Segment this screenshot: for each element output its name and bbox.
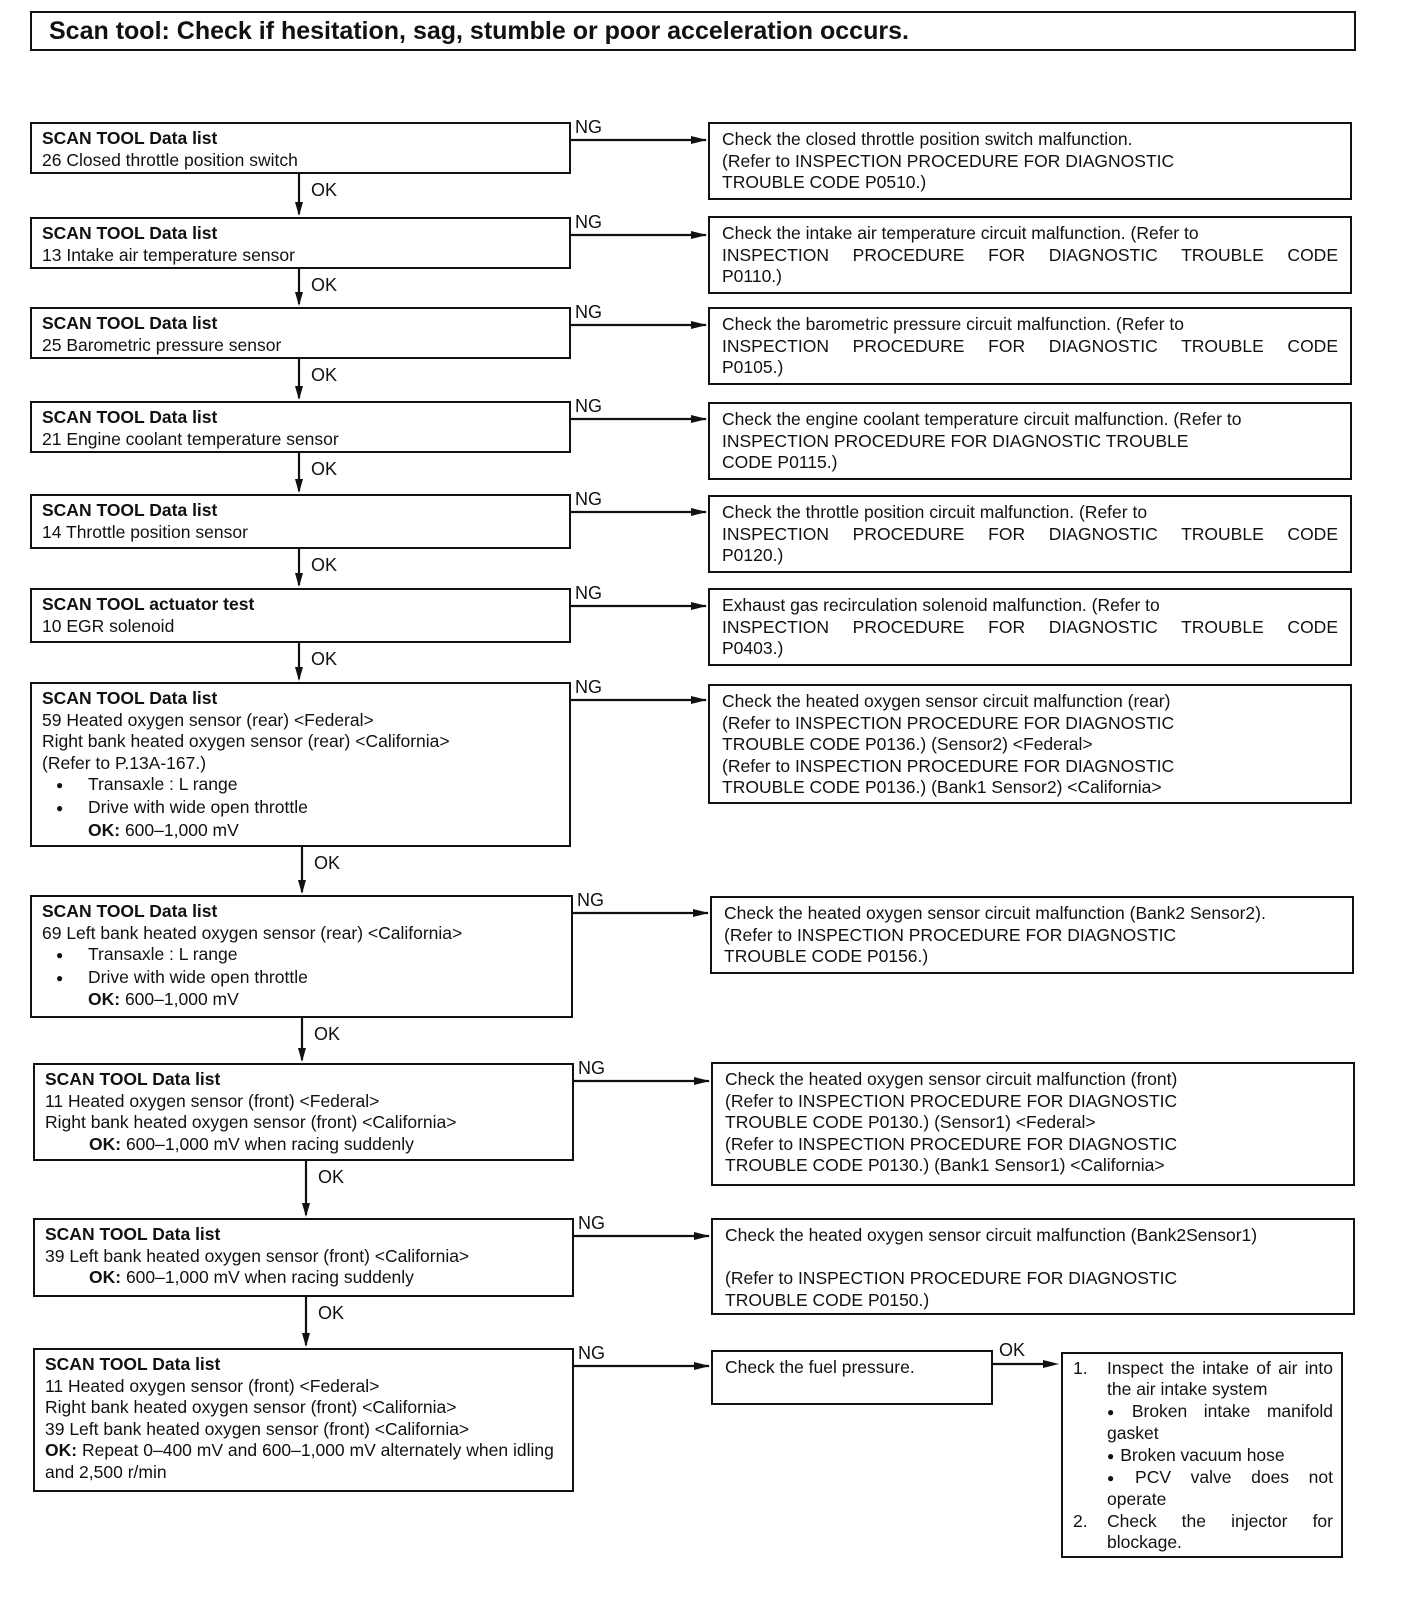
- step-line: Right bank heated oxygen sensor (front) <California>: [45, 1397, 457, 1418]
- ng-label: NG: [575, 212, 602, 232]
- ng-label: NG: [577, 890, 604, 910]
- step-box: [33, 1348, 574, 1492]
- result-box: [708, 122, 1352, 200]
- result-line: Exhaust gas recirculation solenoid malfunction. (Refer to: [722, 595, 1160, 615]
- result-line: [725, 1247, 1341, 1269]
- ok-criteria-value: 600–1,000 mV when racing suddenly: [125, 1133, 414, 1154]
- step-box: [30, 588, 571, 643]
- result-line: INSPECTION PROCEDURE FOR DIAGNOSTIC TROUBLE CODE: [722, 616, 1338, 637]
- step-line: 59 Heated oxygen sensor (rear) <Federal>: [42, 709, 374, 730]
- final-item: [1073, 1511, 1333, 1554]
- ng-label: NG: [575, 583, 602, 603]
- final-sub-item: ● PCV valve does not operate: [1107, 1467, 1333, 1511]
- result-line: (Refer to INSPECTION PROCEDURE FOR DIAGNOSTIC: [725, 1133, 1178, 1154]
- step-header: SCAN TOOL Data list: [42, 313, 218, 333]
- ng-arrow: [693, 909, 709, 917]
- result-line: Check the heated oxygen sensor circuit malfunction (front): [725, 1069, 1178, 1089]
- page-title: Scan tool: Check if hesitation, sag, stumble or poor acceleration occurs.: [30, 11, 1356, 51]
- result-line: (Refer to INSPECTION PROCEDURE FOR DIAGNOSTIC: [725, 1090, 1178, 1111]
- ng-label: NG: [578, 1058, 605, 1078]
- step-line: 26 Closed throttle position switch: [42, 149, 298, 170]
- ok-arrow: [295, 386, 303, 400]
- step-bullet: ● Transaxle : L range: [42, 774, 559, 797]
- ok-criteria: [45, 1134, 562, 1156]
- ok-criteria-label: OK:: [88, 989, 121, 1010]
- ok-label: OK: [311, 275, 338, 295]
- final-item-text: Check the injector for blockage.: [1107, 1510, 1333, 1553]
- step-line: 11 Heated oxygen sensor (front) <Federal>: [45, 1090, 380, 1111]
- step-line: 25 Barometric pressure sensor: [42, 334, 282, 355]
- result-line: Check the heated oxygen sensor circuit malfunction (Bank2 Sensor2).: [724, 903, 1266, 923]
- step-box: [30, 307, 571, 359]
- ng-arrow: [691, 136, 707, 144]
- result-line: Check the intake air temperature circuit malfunction. (Refer to: [722, 223, 1199, 243]
- result-line: Check the closed throttle position switch malfunction.: [722, 129, 1133, 149]
- step-line: Right bank heated oxygen sensor (rear) <California>: [42, 731, 450, 752]
- result-line: TROUBLE CODE P0150.): [725, 1289, 930, 1310]
- ok-arrow: [302, 1333, 310, 1347]
- ok-criteria-label: OK:: [45, 1440, 78, 1461]
- step-bullet: ● Drive with wide open throttle: [42, 797, 559, 820]
- ok-criteria: [42, 820, 559, 842]
- result-line: INSPECTION PROCEDURE FOR DIAGNOSTIC TROUBLE CODE: [722, 244, 1338, 265]
- ok-label: OK: [311, 459, 338, 479]
- step-box: [30, 895, 573, 1018]
- final-item-body: [1107, 1358, 1333, 1511]
- step-line: 13 Intake air temperature sensor: [42, 244, 295, 265]
- ok-label: OK: [311, 180, 338, 200]
- final-sub-item: ● Broken intake manifold gasket: [1107, 1401, 1333, 1445]
- ok-arrow: [298, 880, 306, 894]
- result-line: INSPECTION PROCEDURE FOR DIAGNOSTIC TROUBLE CODE: [722, 523, 1338, 544]
- step-box: [33, 1218, 574, 1297]
- ok-criteria-value: Repeat 0–400 mV and 600–1,000 mV alternately when idling and 2,500 r/min: [45, 1440, 554, 1482]
- result-line: Check the heated oxygen sensor circuit malfunction (Bank2Sensor1): [725, 1225, 1258, 1245]
- result-box: [708, 588, 1352, 666]
- ng-arrow: [691, 321, 707, 329]
- ok-arrow: [295, 479, 303, 493]
- final-action-box: [1061, 1352, 1343, 1558]
- ng-label: NG: [575, 396, 602, 416]
- ok-arrow: [1043, 1360, 1059, 1368]
- ng-label: NG: [578, 1343, 605, 1363]
- step-header: SCAN TOOL Data list: [45, 1224, 221, 1244]
- ok-label: OK: [318, 1303, 345, 1323]
- ng-label: NG: [575, 677, 602, 697]
- ng-arrow: [691, 415, 707, 423]
- result-line: INSPECTION PROCEDURE FOR DIAGNOSTIC TROUBLE: [722, 430, 1189, 451]
- step-bullet: ● Drive with wide open throttle: [42, 967, 561, 990]
- ok-arrow: [298, 1048, 306, 1062]
- step-header: SCAN TOOL Data list: [42, 688, 218, 708]
- ok-label: OK: [314, 1024, 341, 1044]
- ok-criteria-value: 600–1,000 mV when racing suddenly: [125, 1267, 414, 1288]
- ok-label: OK: [318, 1167, 345, 1187]
- step-box: [30, 401, 571, 453]
- result-box: [710, 896, 1354, 974]
- step-line: 69 Left bank heated oxygen sensor (rear) <California>: [42, 922, 463, 943]
- ok-criteria-label: OK:: [88, 819, 121, 840]
- result-line: (Refer to INSPECTION PROCEDURE FOR DIAGNOSTIC: [722, 755, 1175, 776]
- ok-arrow: [295, 667, 303, 681]
- ok-label: OK: [311, 365, 338, 385]
- step-header: SCAN TOOL Data list: [45, 1354, 221, 1374]
- step-box: [30, 217, 571, 269]
- step-line: 21 Engine coolant temperature sensor: [42, 428, 339, 449]
- ok-criteria: [42, 989, 561, 1011]
- ok-criteria-value: 600–1,000 mV: [124, 989, 239, 1010]
- final-item: [1073, 1358, 1333, 1511]
- result-box: [708, 402, 1352, 480]
- result-line: TROUBLE CODE P0136.) (Sensor2) <Federal>: [722, 734, 1093, 755]
- step-header: SCAN TOOL Data list: [42, 223, 218, 243]
- ok-criteria: [45, 1440, 562, 1483]
- result-line: Check the throttle position circuit malfunction. (Refer to: [722, 502, 1148, 522]
- result-box: [708, 495, 1352, 573]
- ng-arrow: [691, 602, 707, 610]
- step-box: [30, 682, 571, 847]
- result-line: (Refer to INSPECTION PROCEDURE FOR DIAGNOSTIC: [722, 712, 1175, 733]
- result-line: Check the engine coolant temperature circuit malfunction. (Refer to: [722, 409, 1242, 429]
- ng-arrow: [691, 696, 707, 704]
- result-line: P0120.): [722, 545, 784, 566]
- ok-arrow: [302, 1203, 310, 1217]
- ok-arrow: [295, 292, 303, 306]
- step-header: SCAN TOOL actuator test: [42, 594, 255, 614]
- ng-label: NG: [575, 489, 602, 509]
- result-line: (Refer to INSPECTION PROCEDURE FOR DIAGNOSTIC: [725, 1268, 1178, 1289]
- final-item-body: [1107, 1511, 1333, 1554]
- result-line: TROUBLE CODE P0156.): [724, 946, 929, 967]
- result-line: TROUBLE CODE P0130.) (Bank1 Sensor1) <California>: [725, 1155, 1165, 1176]
- step-box: [30, 122, 571, 174]
- result-line: CODE P0115.): [722, 452, 838, 473]
- ng-arrow: [691, 231, 707, 239]
- ng-arrow: [691, 508, 707, 516]
- ng-arrow: [694, 1232, 710, 1240]
- step-header: SCAN TOOL Data list: [42, 407, 218, 427]
- ng-label: NG: [578, 1213, 605, 1233]
- result-line: P0110.): [722, 266, 782, 287]
- result-line: P0105.): [722, 357, 784, 378]
- ng-label: NG: [575, 117, 602, 137]
- result-line: Check the heated oxygen sensor circuit malfunction (rear): [722, 691, 1171, 711]
- ok-arrow: [295, 573, 303, 587]
- step-line: 11 Heated oxygen sensor (front) <Federal>: [45, 1375, 380, 1396]
- final-item-text: Inspect the intake of air into the air intake system: [1107, 1358, 1333, 1400]
- result-box: [711, 1350, 993, 1405]
- step-line: 14 Throttle position sensor: [42, 521, 248, 542]
- ng-arrow: [694, 1362, 710, 1370]
- final-sub-item: ● Broken vacuum hose: [1107, 1445, 1333, 1467]
- step-line: (Refer to P.13A-167.): [42, 752, 207, 773]
- step-line: 10 EGR solenoid: [42, 615, 175, 636]
- ok-arrow: [295, 202, 303, 216]
- result-line: P0403.): [722, 638, 784, 659]
- result-line: Check the barometric pressure circuit malfunction. (Refer to: [722, 314, 1184, 334]
- step-line: 39 Left bank heated oxygen sensor (front) <California>: [45, 1245, 470, 1266]
- step-bullet: ● Transaxle : L range: [42, 944, 561, 967]
- result-line: Check the fuel pressure.: [725, 1357, 915, 1377]
- result-line: (Refer to INSPECTION PROCEDURE FOR DIAGNOSTIC: [722, 150, 1175, 171]
- step-header: SCAN TOOL Data list: [42, 128, 218, 148]
- ok-criteria-label: OK:: [89, 1267, 122, 1288]
- result-box: [711, 1062, 1355, 1186]
- result-line: (Refer to INSPECTION PROCEDURE FOR DIAGNOSTIC: [724, 924, 1177, 945]
- step-header: SCAN TOOL Data list: [45, 1069, 221, 1089]
- ok-criteria: [45, 1267, 562, 1289]
- ok-criteria-value: 600–1,000 mV: [124, 819, 239, 840]
- result-line: INSPECTION PROCEDURE FOR DIAGNOSTIC TROUBLE CODE: [722, 335, 1338, 356]
- result-line: TROUBLE CODE P0510.): [722, 172, 927, 193]
- step-box: [33, 1063, 574, 1161]
- ok-label: OK: [999, 1340, 1026, 1360]
- ng-label: NG: [575, 302, 602, 322]
- final-item-number: 2.: [1073, 1510, 1088, 1531]
- step-header: SCAN TOOL Data list: [42, 500, 218, 520]
- ok-criteria-label: OK:: [89, 1133, 122, 1154]
- result-box: [708, 307, 1352, 385]
- ok-label: OK: [311, 649, 338, 669]
- result-box: [711, 1218, 1355, 1315]
- ok-label: OK: [311, 555, 338, 575]
- step-box: [30, 494, 571, 549]
- result-line: TROUBLE CODE P0130.) (Sensor1) <Federal>: [725, 1112, 1096, 1133]
- step-header: SCAN TOOL Data list: [42, 901, 218, 921]
- result-box: [708, 216, 1352, 294]
- ok-label: OK: [314, 853, 341, 873]
- result-line: TROUBLE CODE P0136.) (Bank1 Sensor2) <California>: [722, 777, 1162, 798]
- step-line: Right bank heated oxygen sensor (front) <California>: [45, 1112, 457, 1133]
- result-box: [708, 684, 1352, 804]
- final-item-number: 1.: [1073, 1358, 1088, 1378]
- ng-arrow: [694, 1077, 710, 1085]
- step-line: 39 Left bank heated oxygen sensor (front) <California>: [45, 1418, 470, 1439]
